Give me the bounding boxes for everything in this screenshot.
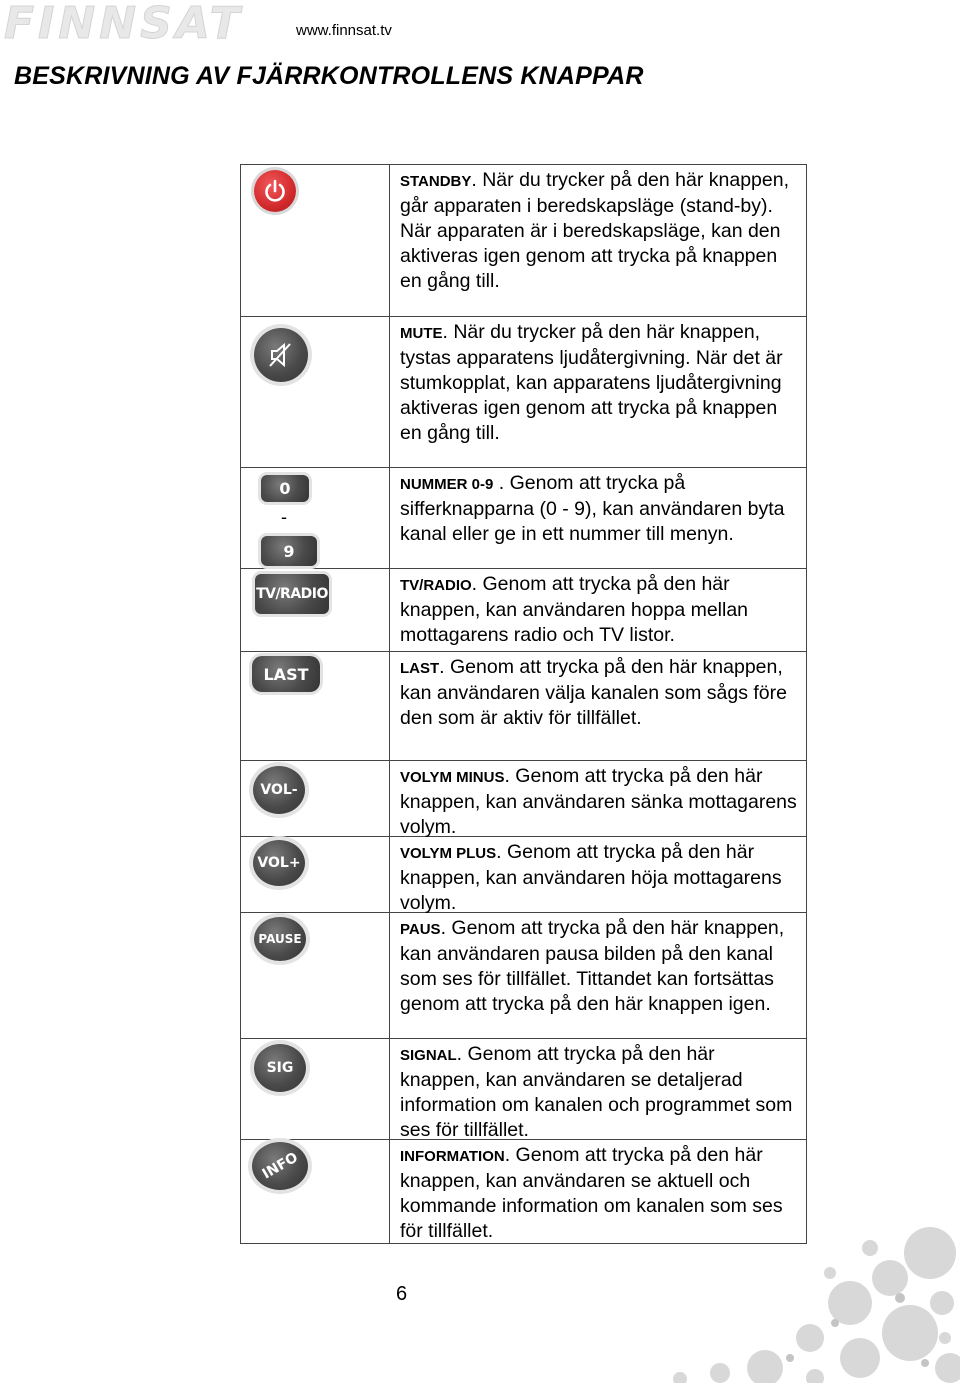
number-nine-button-icon: 9 (261, 536, 317, 566)
number-zero-button-icon: 0 (261, 475, 309, 502)
info-icon: INFO (252, 1142, 308, 1190)
description-mute: MUTE. När du trycker på den här knappen, tystas apparatens ljudåtergivning. När det är stumkopplat, kan apparatens ljudåtergivning aktiveras igen genom att trycka på knappen en gång till. (400, 321, 783, 444)
description-number: NUMMER 0-9 . Genom att trycka på sifferknapparna (0 - 9), kan användaren byta kanal eller ge in ett nummer till menyn. (400, 472, 785, 545)
site-url[interactable]: www.finnsat.tv (296, 22, 392, 39)
keyword-tv-radio: TV/RADIO (400, 577, 472, 594)
table-row-number (241, 467, 806, 568)
description-vol-minus: VOLYM MINUS. Genom att trycka på den här knappen, kan användaren sänka mottagarens volym. (400, 765, 797, 838)
icon-cell (241, 837, 390, 912)
vol-plus-icon: VOL+ (253, 840, 305, 886)
keyword-pause: PAUS (400, 921, 441, 938)
keyword-vol-plus: VOLYM PLUS (400, 845, 497, 862)
description-tv-radio: TV/RADIO. Genom att trycka på den här knappen, kan användaren hoppa mellan mottagarens radio och TV listor. (400, 573, 749, 646)
icon-cell (241, 1140, 390, 1243)
icon-cell (241, 317, 390, 467)
finnsat-logo: FINNSAT (4, 0, 244, 49)
icon-cell (241, 761, 390, 836)
decorative-circles (590, 1223, 960, 1383)
icon-cell (241, 569, 390, 651)
pause-icon: PAUSE (254, 917, 306, 961)
range-dash: - (281, 507, 287, 527)
description-pause: PAUS. Genom att trycka på den här knappen, kan användaren pausa bilden på den kanal som ses för tillfället. Tittandet kan fortsättas genom att trycka på den här knappen igen. (400, 917, 785, 1015)
icon-cell (241, 652, 390, 760)
tv-radio-icon: TV/RADIO (255, 574, 329, 614)
table-row-tv-radio (241, 568, 806, 651)
keyword-standby: STANDBY (400, 173, 472, 190)
mute-icon (254, 328, 308, 382)
sig-icon: SIG (254, 1044, 306, 1092)
icon-cell (241, 913, 390, 1038)
keyword-last: LAST (400, 660, 440, 677)
keyword-number: NUMMER 0-9 (400, 476, 494, 493)
table-row-pause (241, 912, 806, 1038)
description-vol-plus: VOLYM PLUS. Genom att trycka på den här knappen, kan användaren höja mottagarens volym. (400, 841, 782, 914)
description-standby: STANDBY. När du trycker på den här knappen, går apparaten i beredskapsläge (stand-by). När apparaten är i beredskapsläge, kan den aktiveras igen genom att trycka på knappen en gång till. (400, 169, 789, 292)
power-icon (254, 170, 296, 212)
table-row-mute (241, 316, 806, 467)
keyword-information: INFORMATION (400, 1148, 505, 1165)
button-description-table (240, 164, 807, 1244)
icon-cell (241, 165, 390, 316)
table-row-last (241, 651, 806, 760)
description-last: LAST. Genom att trycka på den här knappen, kan användaren välja kanalen som sågs före den som är aktiv för tillfället. (400, 656, 787, 729)
last-icon: LAST (252, 656, 320, 692)
keyword-vol-minus: VOLYM MINUS (400, 769, 505, 786)
icon-cell (241, 1039, 390, 1139)
vol-minus-icon: VOL- (253, 766, 305, 814)
keyword-mute: MUTE (400, 325, 443, 342)
description-signal: SIGNAL. Genom att trycka på den här knappen, kan användaren se detaljerad information om kanalen och programmet som ses för tillfället. (400, 1043, 793, 1141)
table-row-vol-plus (241, 836, 806, 912)
icon-cell (241, 468, 390, 568)
table-row-standby (241, 165, 806, 316)
table-row-vol-minus (241, 760, 806, 836)
description-information: INFORMATION. Genom att trycka på den här knappen, kan användaren se aktuell och kommande information om kanalen som ses för tillfället. (400, 1144, 783, 1242)
table-row-signal (241, 1038, 806, 1139)
page-number: 6 (396, 1283, 408, 1305)
page-title: BESKRIVNING AV FJÄRRKONTROLLENS KNAPPAR (14, 62, 644, 90)
keyword-signal: SIGNAL (400, 1047, 457, 1064)
